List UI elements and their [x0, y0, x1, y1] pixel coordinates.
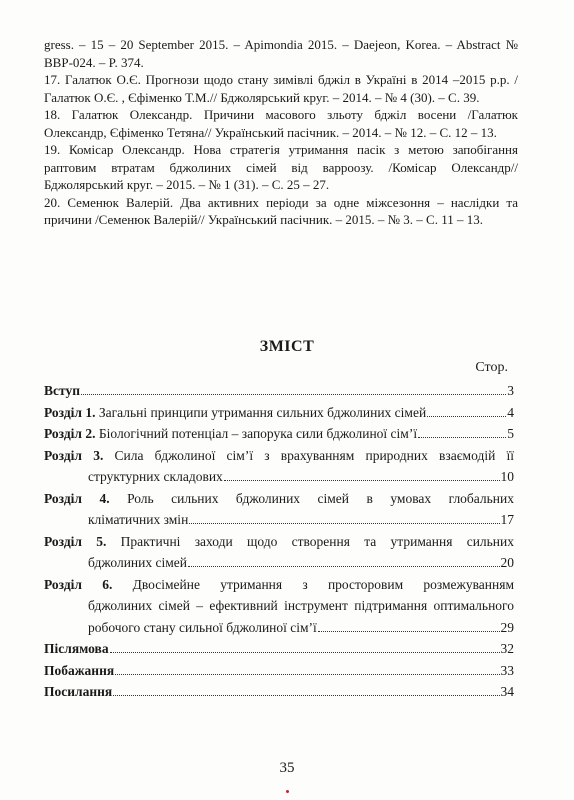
toc-entry-title: Сила бджолиної сім’ї з врахуванням природних взаємодій її — [114, 447, 515, 463]
toc-entry-label: Післямова — [44, 641, 109, 656]
toc-entry[interactable] — [44, 423, 514, 445]
toc-entry-title: Загальні принципи утримання сильних бджолиних сімей — [98, 404, 427, 420]
toc-entry-label: Вступ — [44, 383, 80, 398]
toc-page-number: 20 — [500, 555, 514, 570]
reference-item: gress. – 15 – 20 September 2015. – Apimondia 2015. – Daejeon, Korea. – Abstract № BBP-024. – P. 374. — [44, 37, 518, 70]
toc-entry-label: Побажання — [44, 662, 115, 678]
toc-entry[interactable] — [44, 574, 514, 639]
page-number: 35 — [279, 760, 295, 776]
toc-page-number: 34 — [500, 684, 514, 699]
dot-leader — [110, 641, 500, 653]
toc-page-number: 32 — [500, 641, 514, 656]
toc-entry[interactable] — [44, 681, 514, 703]
toc-entry[interactable] — [44, 531, 514, 574]
toc-entry-label: Посилання — [44, 684, 113, 699]
toc-entry-continuation: кліматичних змін — [88, 512, 189, 527]
reference-list — [44, 36, 518, 229]
toc-entry-title: Двосімейне утримання з просторовим розмежуванням — [132, 576, 515, 592]
toc-page-number: 5 — [507, 426, 514, 441]
toc-entry-label: Розділ 6. — [44, 576, 113, 592]
toc-entry-title: Роль сильних бджолиних сімей в умовах глобальних — [127, 490, 515, 506]
toc-page-number: 10 — [500, 469, 514, 484]
toc-page-number: 29 — [500, 619, 514, 635]
toc-entry[interactable] — [44, 638, 514, 660]
reference-item: 18. Галатюк Олександр. Причини масового зльоту бджіл восени /Галатюк Олександр, Єфіменко Тетяна// Український пасічник. – 2014. – № 12. – С. 12 – 13. — [44, 107, 518, 140]
toc-title: ЗМІСТ — [259, 338, 315, 355]
toc-entry-label: Розділ 5. — [44, 533, 107, 549]
dot-leader — [189, 512, 499, 524]
toc-entry-continuation: структурних складових — [88, 469, 223, 484]
reference-item: 20. Семенюк Валерій. Два активних періоди за одне міжсезоння – наслідки та причини /Семенюк Валерій// Український пасічник. – 2015. – № 3. – С. 11 – 13. — [44, 194, 518, 227]
toc-page-number: 4 — [507, 404, 514, 420]
reference-item: 17. Галатюк О.Є. Прогнози щодо стану зимівлі бджіл в Україні в 2014 –2015 р.р. /Галатюк О.Є. , Єфіменко Т.М.// Бджолярський круг. – 2014. – № 4 (30). – С. 39. — [44, 72, 518, 105]
dot-leader — [224, 469, 500, 481]
toc-entry-label: Розділ 2. — [44, 426, 96, 441]
toc-page-number: 33 — [500, 662, 514, 678]
dot-leader — [113, 684, 499, 696]
toc-entry-label: Розділ 1. — [44, 404, 96, 420]
toc-entry[interactable] — [44, 402, 514, 424]
dot-leader — [188, 555, 499, 567]
toc-entry-continuation: бджолиних сімей — [88, 555, 188, 570]
toc-entry-continuation: робочого стану сильної бджолиної сім’ї — [88, 619, 317, 635]
toc-entry[interactable] — [44, 380, 514, 402]
toc-entry[interactable] — [44, 488, 514, 531]
toc-entry-continuation: бджолиних сімей – ефективний інструмент підтримання оптимального — [88, 598, 514, 613]
dot-leader — [81, 383, 506, 395]
toc-page-column-label: Стор. — [475, 360, 508, 375]
dot-leader — [427, 404, 506, 416]
reference-item: 19. Комісар Олександр. Нова стратегія утримання пасік з метою запобігання раптовим втратам бджолиних сімей від варроозу. /Комісар Олександр// Бджолярський круг. – 2015. – № 1 (31). – С. 25 – 27. — [44, 142, 518, 192]
dot-leader — [418, 426, 506, 438]
toc-entry-title: Біологічний потенціал – запорука сили бджолиної сім’ї — [98, 426, 418, 441]
toc-page-number: 17 — [500, 512, 514, 527]
dot-leader — [318, 619, 500, 631]
toc-page-number: 3 — [507, 383, 514, 398]
toc-entry-title: Практичні заходи щодо створення та утримання сильних — [120, 533, 515, 549]
toc-entry-label: Розділ 4. — [44, 490, 110, 506]
dot-leader — [115, 662, 499, 674]
table-of-contents — [44, 380, 514, 703]
toc-entry-label: Розділ 3. — [44, 447, 104, 463]
toc-entry[interactable] — [44, 660, 514, 682]
red-mark-dot — [286, 790, 289, 793]
toc-entry[interactable] — [44, 445, 514, 488]
